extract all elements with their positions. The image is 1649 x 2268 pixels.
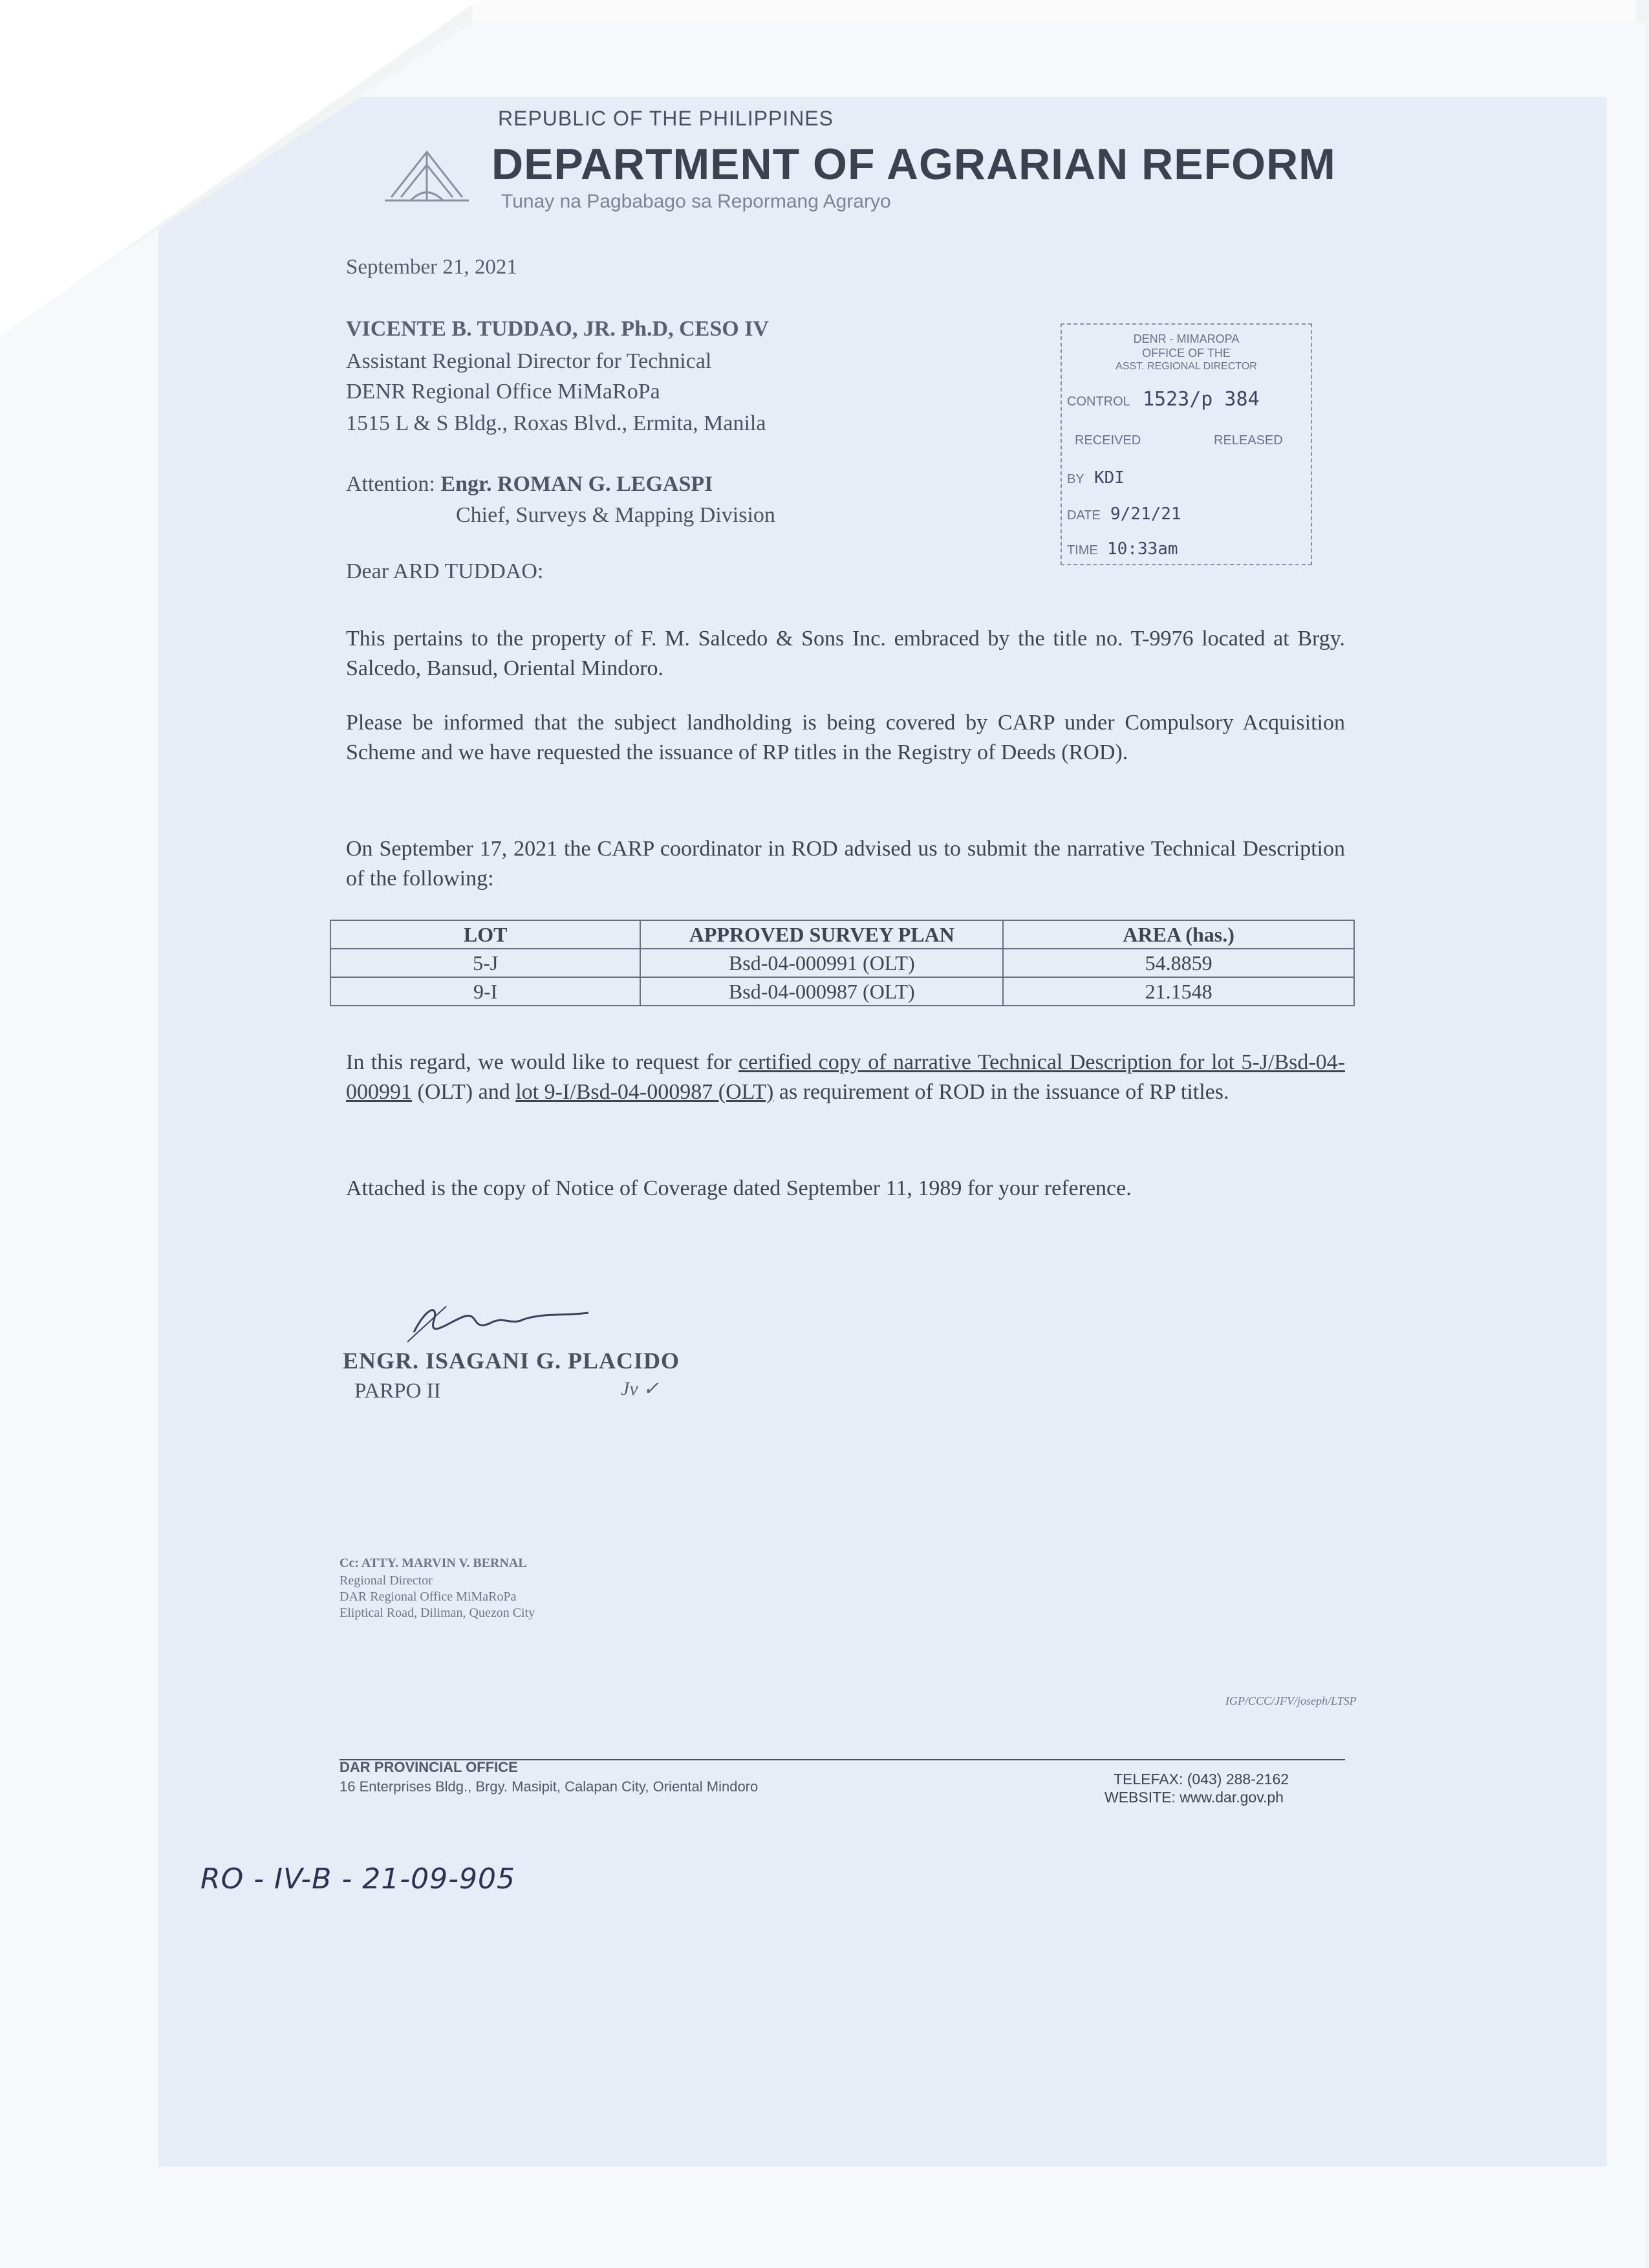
header-lot: LOT [330, 920, 640, 949]
attention-line [346, 472, 713, 497]
stamp-date-label: DATE [1067, 508, 1101, 523]
request-lot-5j: certified copy of narrative Technical Description for lot 5-J/Bsd-04-000991 [346, 1050, 1345, 1104]
letterhead-republic: REPUBLIC OF THE PHILIPPINES [498, 107, 834, 130]
survey-plan-cell: Bsd-04-000991 (OLT) [640, 949, 1003, 977]
footer-office: DAR PROVINCIAL OFFICE [339, 1759, 518, 1775]
handwritten-reference-code: RO - IV-B - 21-09-905 [200, 1863, 515, 1895]
paragraph-coverage: Please be informed that the subject landholding is being covered by CARP under Compulsory Acquisition Scheme and we have requested the issuance of RP titles in the Registry of Deeds (ROD). [346, 711, 1345, 764]
request-lot-9i: lot 9-I/Bsd-04-000987 (OLT) [515, 1080, 774, 1104]
letterhead-motto: Tunay na Pagbabago sa Repormang Agraryo [501, 191, 891, 212]
salutation: Dear ARD TUDDAO: [346, 559, 544, 583]
addressee-office: DENR Regional Office MiMaRoPa [346, 380, 660, 404]
lot-cell: 9-I [330, 977, 640, 1006]
request-text-end: as requirement of ROD in the issuance of RP titles. [773, 1080, 1229, 1104]
letterhead-department: DEPARTMENT OF AGRARIAN REFORM [491, 140, 1336, 189]
addressee-name: VICENTE B. TUDDAO, JR. Ph.D, CESO IV [346, 317, 769, 341]
paragraph-attachment: Attached is the copy of Notice of Coverage dated September 11, 1989 for your reference. [346, 1176, 1132, 1200]
addressee-title: Assistant Regional Director for Technical [346, 349, 712, 373]
stamp-header-3: ASST. REGIONAL DIRECTOR [1116, 361, 1257, 372]
received-stamp [1061, 323, 1312, 565]
stamp-time-label: TIME [1067, 543, 1098, 557]
table-row [330, 977, 1354, 1006]
table-row [330, 949, 1354, 977]
handwritten-initials: Jv ✓ [621, 1378, 660, 1399]
stamp-time-value: 10:33am [1107, 539, 1178, 559]
footer-telefax: TELEFAX: (043) 288-2162 [1114, 1771, 1289, 1787]
cc-address: Eliptical Road, Diliman, Quezon City [339, 1606, 535, 1620]
area-cell: 21.1548 [1003, 977, 1354, 1006]
dar-seal-icon [378, 139, 475, 210]
addressee-address: 1515 L & S Bldg., Roxas Blvd., Ermita, Manila [346, 411, 766, 435]
signature-scribble [394, 1293, 621, 1352]
letter-date: September 21, 2021 [346, 255, 517, 279]
lots-table-header [330, 920, 1354, 949]
lot-cell: 5-J [330, 949, 640, 977]
paragraph-request-context: On September 17, 2021 the CARP coordinator in ROD advised us to submit the narrative Technical Description of the following: [346, 837, 1345, 891]
paragraph-property: This pertains to the property of F. M. Salcedo & Sons Inc. embraced by the title no. T-9976 located at Brgy. Salcedo, Bansud, Oriental Mindoro. [346, 627, 1345, 680]
header-survey-plan: APPROVED SURVEY PLAN [640, 920, 1003, 949]
stamp-date-value: 9/21/21 [1110, 504, 1181, 524]
stamp-received-label: RECEIVED [1075, 433, 1141, 448]
reference-initials: IGP/CCC/JFV/joseph/LTSP [1225, 1694, 1357, 1707]
stamp-header-1: DENR - MIMAROPA [1133, 332, 1240, 345]
cc-office: DAR Regional Office MiMaRoPa [339, 1590, 517, 1604]
signatory-position: PARPO II [354, 1379, 441, 1403]
cc-recipient: Cc: ATTY. MARVIN V. BERNAL [339, 1556, 527, 1570]
request-text-start: In this regard, we would like to request for [346, 1050, 738, 1074]
signatory-name: ENGR. ISAGANI G. PLACIDO [343, 1348, 680, 1374]
letter-page [0, 23, 1646, 2268]
header-area: AREA (has.) [1003, 920, 1354, 949]
paragraph-request [346, 1048, 1345, 1107]
stamp-header-2: OFFICE OF THE [1142, 347, 1231, 360]
request-text-mid: (OLT) and [412, 1080, 516, 1104]
stamp-by-value: KDI [1094, 468, 1125, 488]
attention-label: Attention: [346, 472, 435, 496]
footer-website: WEBSITE: www.dar.gov.ph [1105, 1789, 1284, 1806]
cc-title: Regional Director [339, 1573, 433, 1588]
attention-name: Engr. ROMAN G. LEGASPI [440, 472, 713, 496]
lots-table [330, 920, 1355, 1006]
stamp-released-label: RELEASED [1214, 433, 1283, 448]
stamp-control-label: CONTROL [1067, 394, 1130, 409]
photocopy-area [158, 97, 1607, 2166]
footer-address: 16 Enterprises Bldg., Brgy. Masipit, Calapan City, Oriental Mindoro [339, 1778, 759, 1795]
area-cell: 54.8859 [1003, 949, 1354, 977]
attention-position: Chief, Surveys & Mapping Division [456, 503, 775, 527]
stamp-control-number: 1523/p 384 [1143, 388, 1260, 411]
stamp-by-label: BY [1067, 472, 1084, 486]
survey-plan-cell: Bsd-04-000987 (OLT) [640, 977, 1003, 1006]
